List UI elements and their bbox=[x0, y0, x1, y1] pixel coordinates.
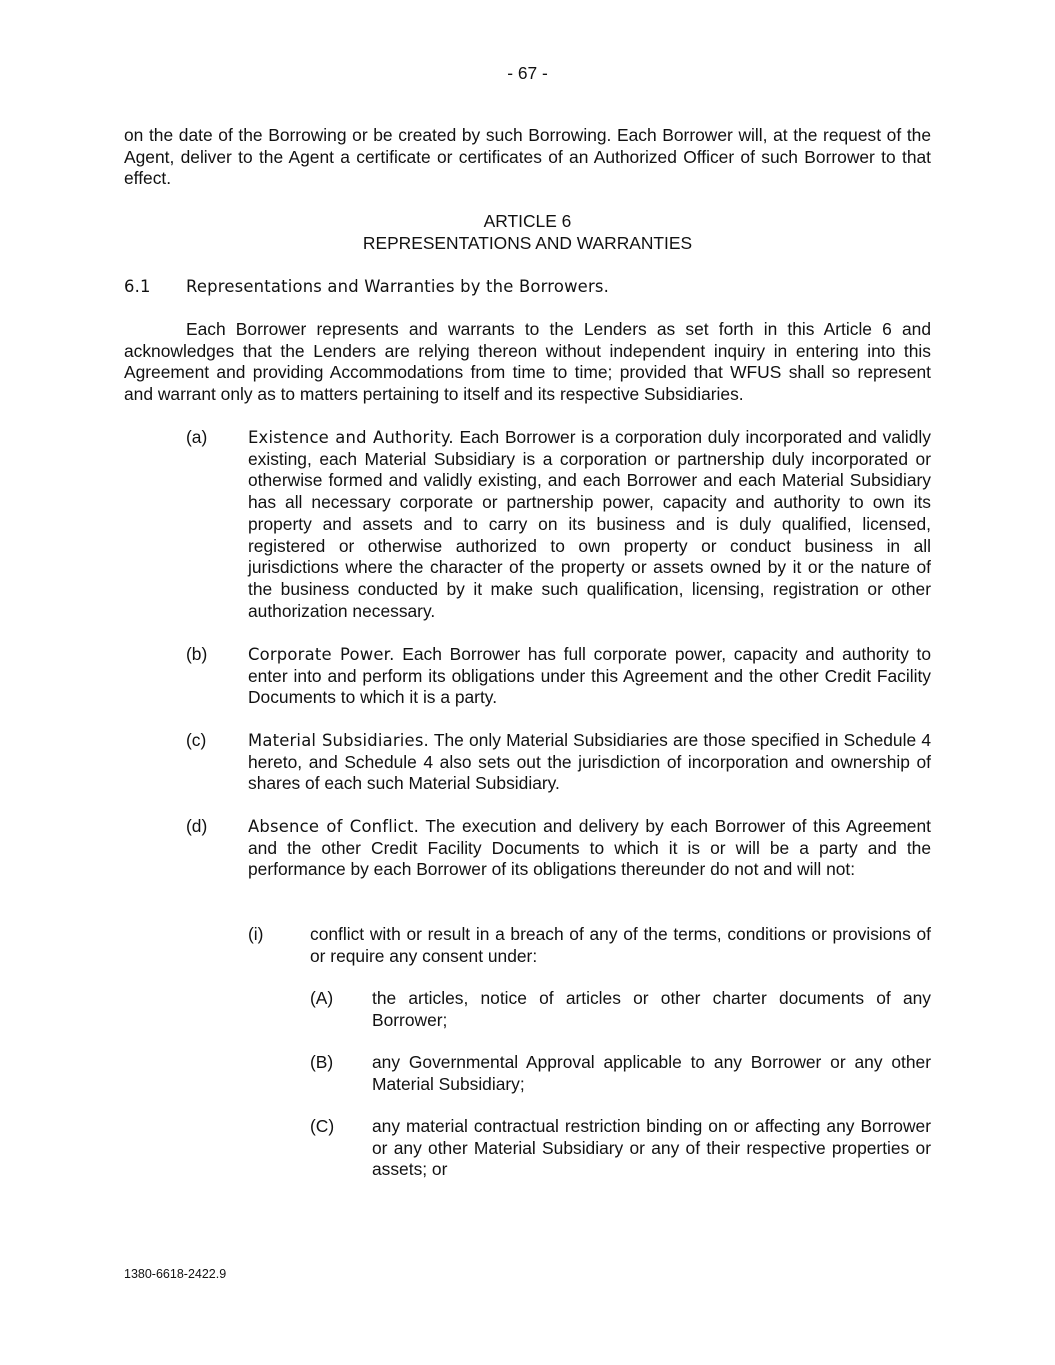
clause-c bbox=[248, 730, 931, 795]
subsubclause-A-label: (A) bbox=[310, 988, 334, 1008]
subsubclause-C-label: (C) bbox=[310, 1116, 335, 1136]
clause-d-text: The execution and delivery by each Borrower of this Agreement and the other Credit Facility Documents to which it is or will be a party and the performance by each Borrower of its obligations thereunder do not and will not: bbox=[248, 816, 931, 880]
subclause-i-text: conflict with or result in a breach of any of the terms, conditions or provisions of or require any consent under: bbox=[310, 924, 931, 966]
section-intro: Each Borrower represents and warrants to the Lenders as set forth in this Article 6 and acknowledges that the Lenders are relying thereon without independent inquiry in entering into this Agreement and providing Accommodations from time to time; provided that WFUS shall so represent and warrant only as to matters pertaining to itself and its respective Subsidiaries. bbox=[124, 319, 931, 405]
clause-d-heading: Absence of Conflict. bbox=[248, 817, 419, 836]
section-title: Representations and Warranties by the Borrowers. bbox=[186, 277, 610, 296]
clause-d-label: (d) bbox=[186, 816, 208, 836]
footer-document-code: 1380-6618-2422.9 bbox=[124, 1267, 227, 1281]
article-number: ARTICLE 6 bbox=[483, 211, 572, 231]
subsubclause-B-label: (B) bbox=[310, 1052, 334, 1072]
clause-a-label: (a) bbox=[186, 427, 208, 447]
carryover-paragraph: on the date of the Borrowing or be created by such Borrowing. Each Borrower will, at the request of the Agent, deliver to the Agent a certificate or certificates of an Authorized Officer of such Borrower to that effect. bbox=[124, 125, 931, 189]
subclause-i-label: (i) bbox=[248, 924, 264, 944]
clause-a bbox=[248, 427, 931, 622]
clause-b bbox=[248, 644, 931, 709]
clause-c-text: The only Material Subsidiaries are those specified in Schedule 4 hereto, and Schedule 4 also sets out the jurisdiction of incorporation and ownership of shares of each such Material Subsidiary. bbox=[248, 730, 931, 794]
clause-b-heading: Corporate Power. bbox=[248, 645, 395, 664]
clause-c-label: (c) bbox=[186, 730, 207, 750]
subsubclause-C-text: any material contractual restriction binding on or affecting any Borrower or any other Material Subsidiary or any of their respective properties or assets; or bbox=[372, 1116, 931, 1180]
page-number: - 67 - bbox=[507, 63, 548, 83]
clause-d bbox=[248, 816, 931, 881]
subsubclause-A-text: the articles, notice of articles or other charter documents of any Borrower; bbox=[372, 988, 931, 1030]
clause-a-heading: Existence and Authority. bbox=[248, 428, 454, 447]
section-number: 6.1 bbox=[124, 277, 151, 296]
clause-c-heading: Material Subsidiaries. bbox=[248, 731, 429, 750]
article-title: REPRESENTATIONS AND WARRANTIES bbox=[362, 233, 693, 253]
clause-b-label: (b) bbox=[186, 644, 208, 664]
subsubclause-B-text: any Governmental Approval applicable to any Borrower or any other Material Subsidiary; bbox=[372, 1052, 931, 1094]
clause-a-text: Each Borrower is a corporation duly incorporated and validly existing, each Material Subsidiary is a corporation or partnership duly incorporated or otherwise formed and validly existing, and each Borrower and each Material Subsidiary has all necessary corporate or partnership power, capacity and authority to own its property and assets and to carry on its business and is duly qualified, licensed, registered or otherwise authorized to own property or conduct business in all jurisdictions where the character of the property or assets owned by it or the nature of the business conducted by it make such qualification, licensing, registration or other authorization necessary. bbox=[248, 427, 931, 621]
clause-b-text: Each Borrower has full corporate power, capacity and authority to enter into and perform its obligations under this Agreement and the other Credit Facility Documents to which it is a party. bbox=[248, 644, 932, 708]
